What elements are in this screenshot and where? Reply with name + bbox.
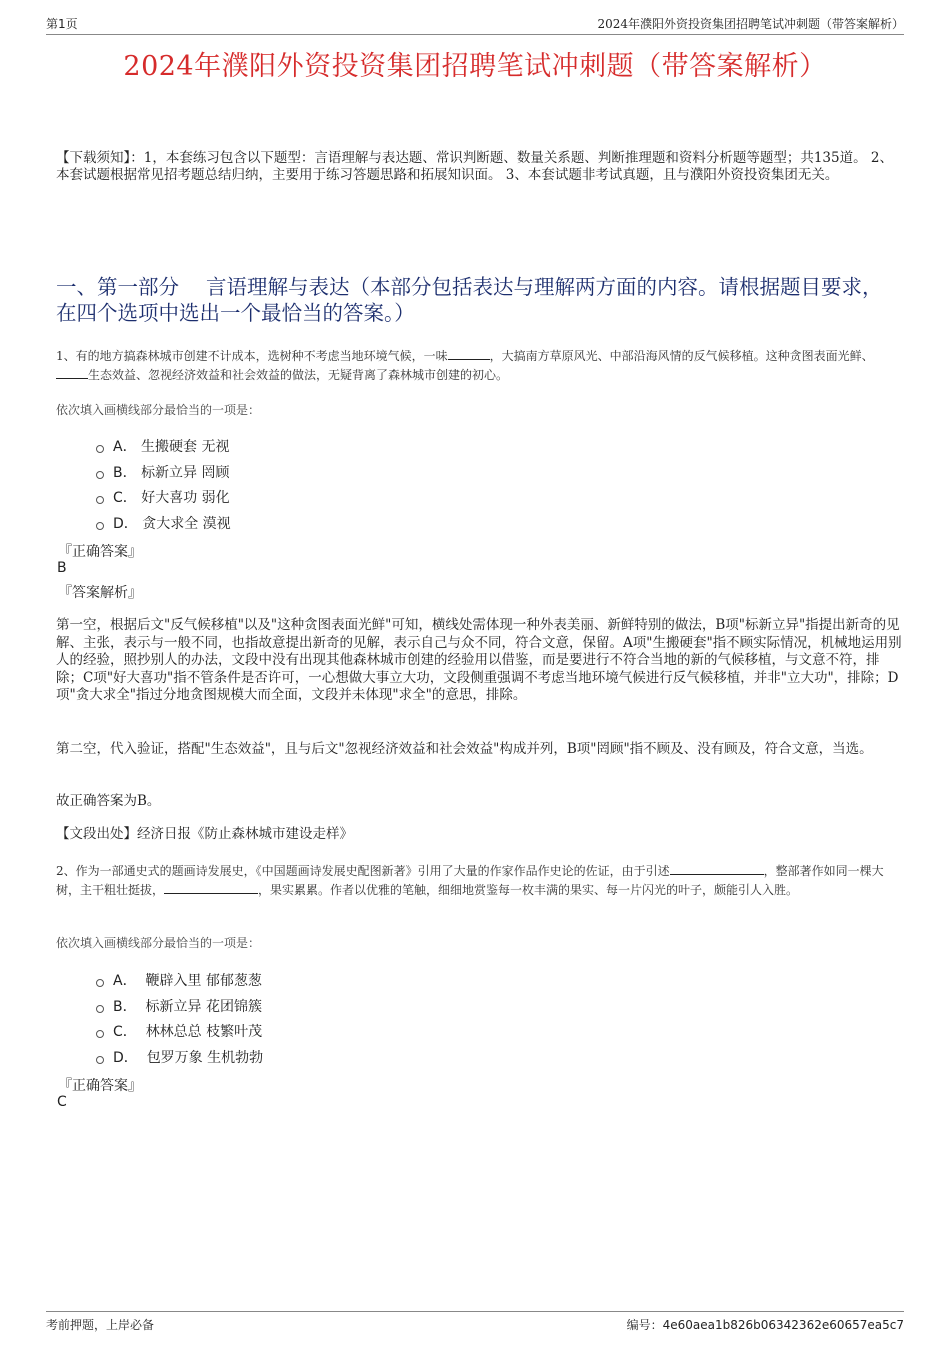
download-notice: 【下载须知】：1，本套练习包含以下题型：言语理解与表达题、常识判断题、数量关系题、判断推理题和资料分析题等题型；共135道。 2、本套试题根据常见招考题总结归纳，主要用于练习答题思路和拓展知识面。 3、本套试题非考试真题，且与濮阳外资投资集团无关。 <box>56 150 893 183</box>
radio-icon[interactable] <box>96 496 104 504</box>
page-number: 第1页 <box>46 17 78 31</box>
question-2-text: 2、作为一部通史式的题画诗发展史，《中国题画诗发展史配图新著》引用了大量的作家作品作史论的佐证，由于引述 ，整部著作如同一棵大树，主干粗壮挺拔， ，果实累累。作者以优雅的笔触，细细地赏鉴每一枚丰满的果实、每一片闪光的叶子，颇能引人入胜。 <box>56 864 884 897</box>
document-title: 2024年濮阳外资投资集团招聘笔试冲刺题（带答案解析） <box>123 51 827 82</box>
answer-label: 『正确答案』 <box>58 544 142 560</box>
answer-label: 『正确答案』 <box>58 1078 142 1094</box>
answer-value: C <box>57 1094 67 1110</box>
analysis-label: 『答案解析』 <box>58 585 142 601</box>
header-doc-title: 2024年濮阳外资投资集团招聘笔试冲刺题（带答案解析） <box>597 17 904 31</box>
option-d[interactable]: D． 贪大求全 漠视 <box>96 510 231 536</box>
page-footer <box>46 1311 904 1332</box>
analysis-paragraph-1: 第一空，根据后文"反气候移植"以及"这种贪图表面光鲜"可知，横线处需体现一种外表美丽、新鲜特别的做法，B项"标新立异"指提出新奇的见解、主张，表示与一般不同，也指故意提出新奇的见解，表示自己与众不同，符合文意，保留。A项"生搬硬套"指不顾实际情况，机械地运用别人的经验，照抄别人的办法，文段中没有出现其他森林城市创建的经验用以借鉴，而是要进行不符合当地的新的气候移植，与文意不符，排除；C项"好大喜功"指不管条件是否许可，一心想做大事立大功，文段侧重强调不考虑当地环境气候进行反气候移植，并非"立大功"，排除；D项"贪大求全"指过分地贪图规模大而全面，文段并未体现"求全"的意思，排除。 <box>56 617 902 703</box>
option-b[interactable]: B． 标新立异 花团锦簇 <box>96 993 263 1019</box>
blank-2 <box>56 366 88 379</box>
question-1-prompt: 依次填入画横线部分最恰当的一项是： <box>56 403 261 417</box>
option-b[interactable]: B． 标新立异 罔顾 <box>96 459 231 485</box>
option-a[interactable]: A． 鞭辟入里 郁郁葱葱 <box>96 967 263 993</box>
analysis-paragraph-2: 第二空，代入验证，搭配"生态效益"，且与后文"忽视经济效益和社会效益"构成并列，B项"罔顾"指不顾及、没有顾及，符合文意，当选。 <box>56 741 873 757</box>
page-header <box>46 14 904 35</box>
blank-2 <box>164 881 258 894</box>
footer-code: 编号：4e60aea1b826b06342362e60657ea5c7 <box>626 1318 904 1332</box>
analysis-conclusion: 故正确答案为B。 <box>56 793 161 809</box>
radio-icon[interactable] <box>96 1056 104 1064</box>
blank-1 <box>670 862 764 875</box>
question-2-prompt: 依次填入画横线部分最恰当的一项是： <box>56 936 261 950</box>
answer-value: B <box>57 560 67 576</box>
option-a[interactable]: A． 生搬硬套 无视 <box>96 433 231 459</box>
blank-1 <box>448 347 490 360</box>
radio-icon[interactable] <box>96 979 104 987</box>
radio-icon[interactable] <box>96 522 104 530</box>
radio-icon[interactable] <box>96 1030 104 1038</box>
question-1-text: 1、有的地方搞森林城市创建不计成本，选树种不考虑当地环境气候，一味 ，大搞南方草原风光、中部沿海风情的反气候移植。这种贪图表面光鲜、生态效益、忽视经济效益和社会效益的做法，无疑背离了森林城市创建的初心。 <box>56 349 874 382</box>
option-c[interactable]: C． 好大喜功 弱化 <box>96 484 231 510</box>
source-citation: 【文段出处】经济日报《防止森林城市建设走样》 <box>56 826 353 842</box>
radio-icon[interactable] <box>96 1005 104 1013</box>
footer-slogan: 考前押题，上岸必备 <box>46 1318 155 1332</box>
radio-icon[interactable] <box>96 471 104 479</box>
radio-icon[interactable] <box>96 445 104 453</box>
option-d[interactable]: D． 包罗万象 生机勃勃 <box>96 1044 263 1070</box>
question-1-options <box>96 433 231 536</box>
option-c[interactable]: C． 林林总总 枝繁叶茂 <box>96 1018 263 1044</box>
question-2-options <box>96 967 263 1070</box>
section-heading: 一、第一部分 言语理解与表达（本部分包括表达与理解两方面的内容。请根据题目要求，在四个选项中选出一个最恰当的答案。） <box>56 275 883 325</box>
